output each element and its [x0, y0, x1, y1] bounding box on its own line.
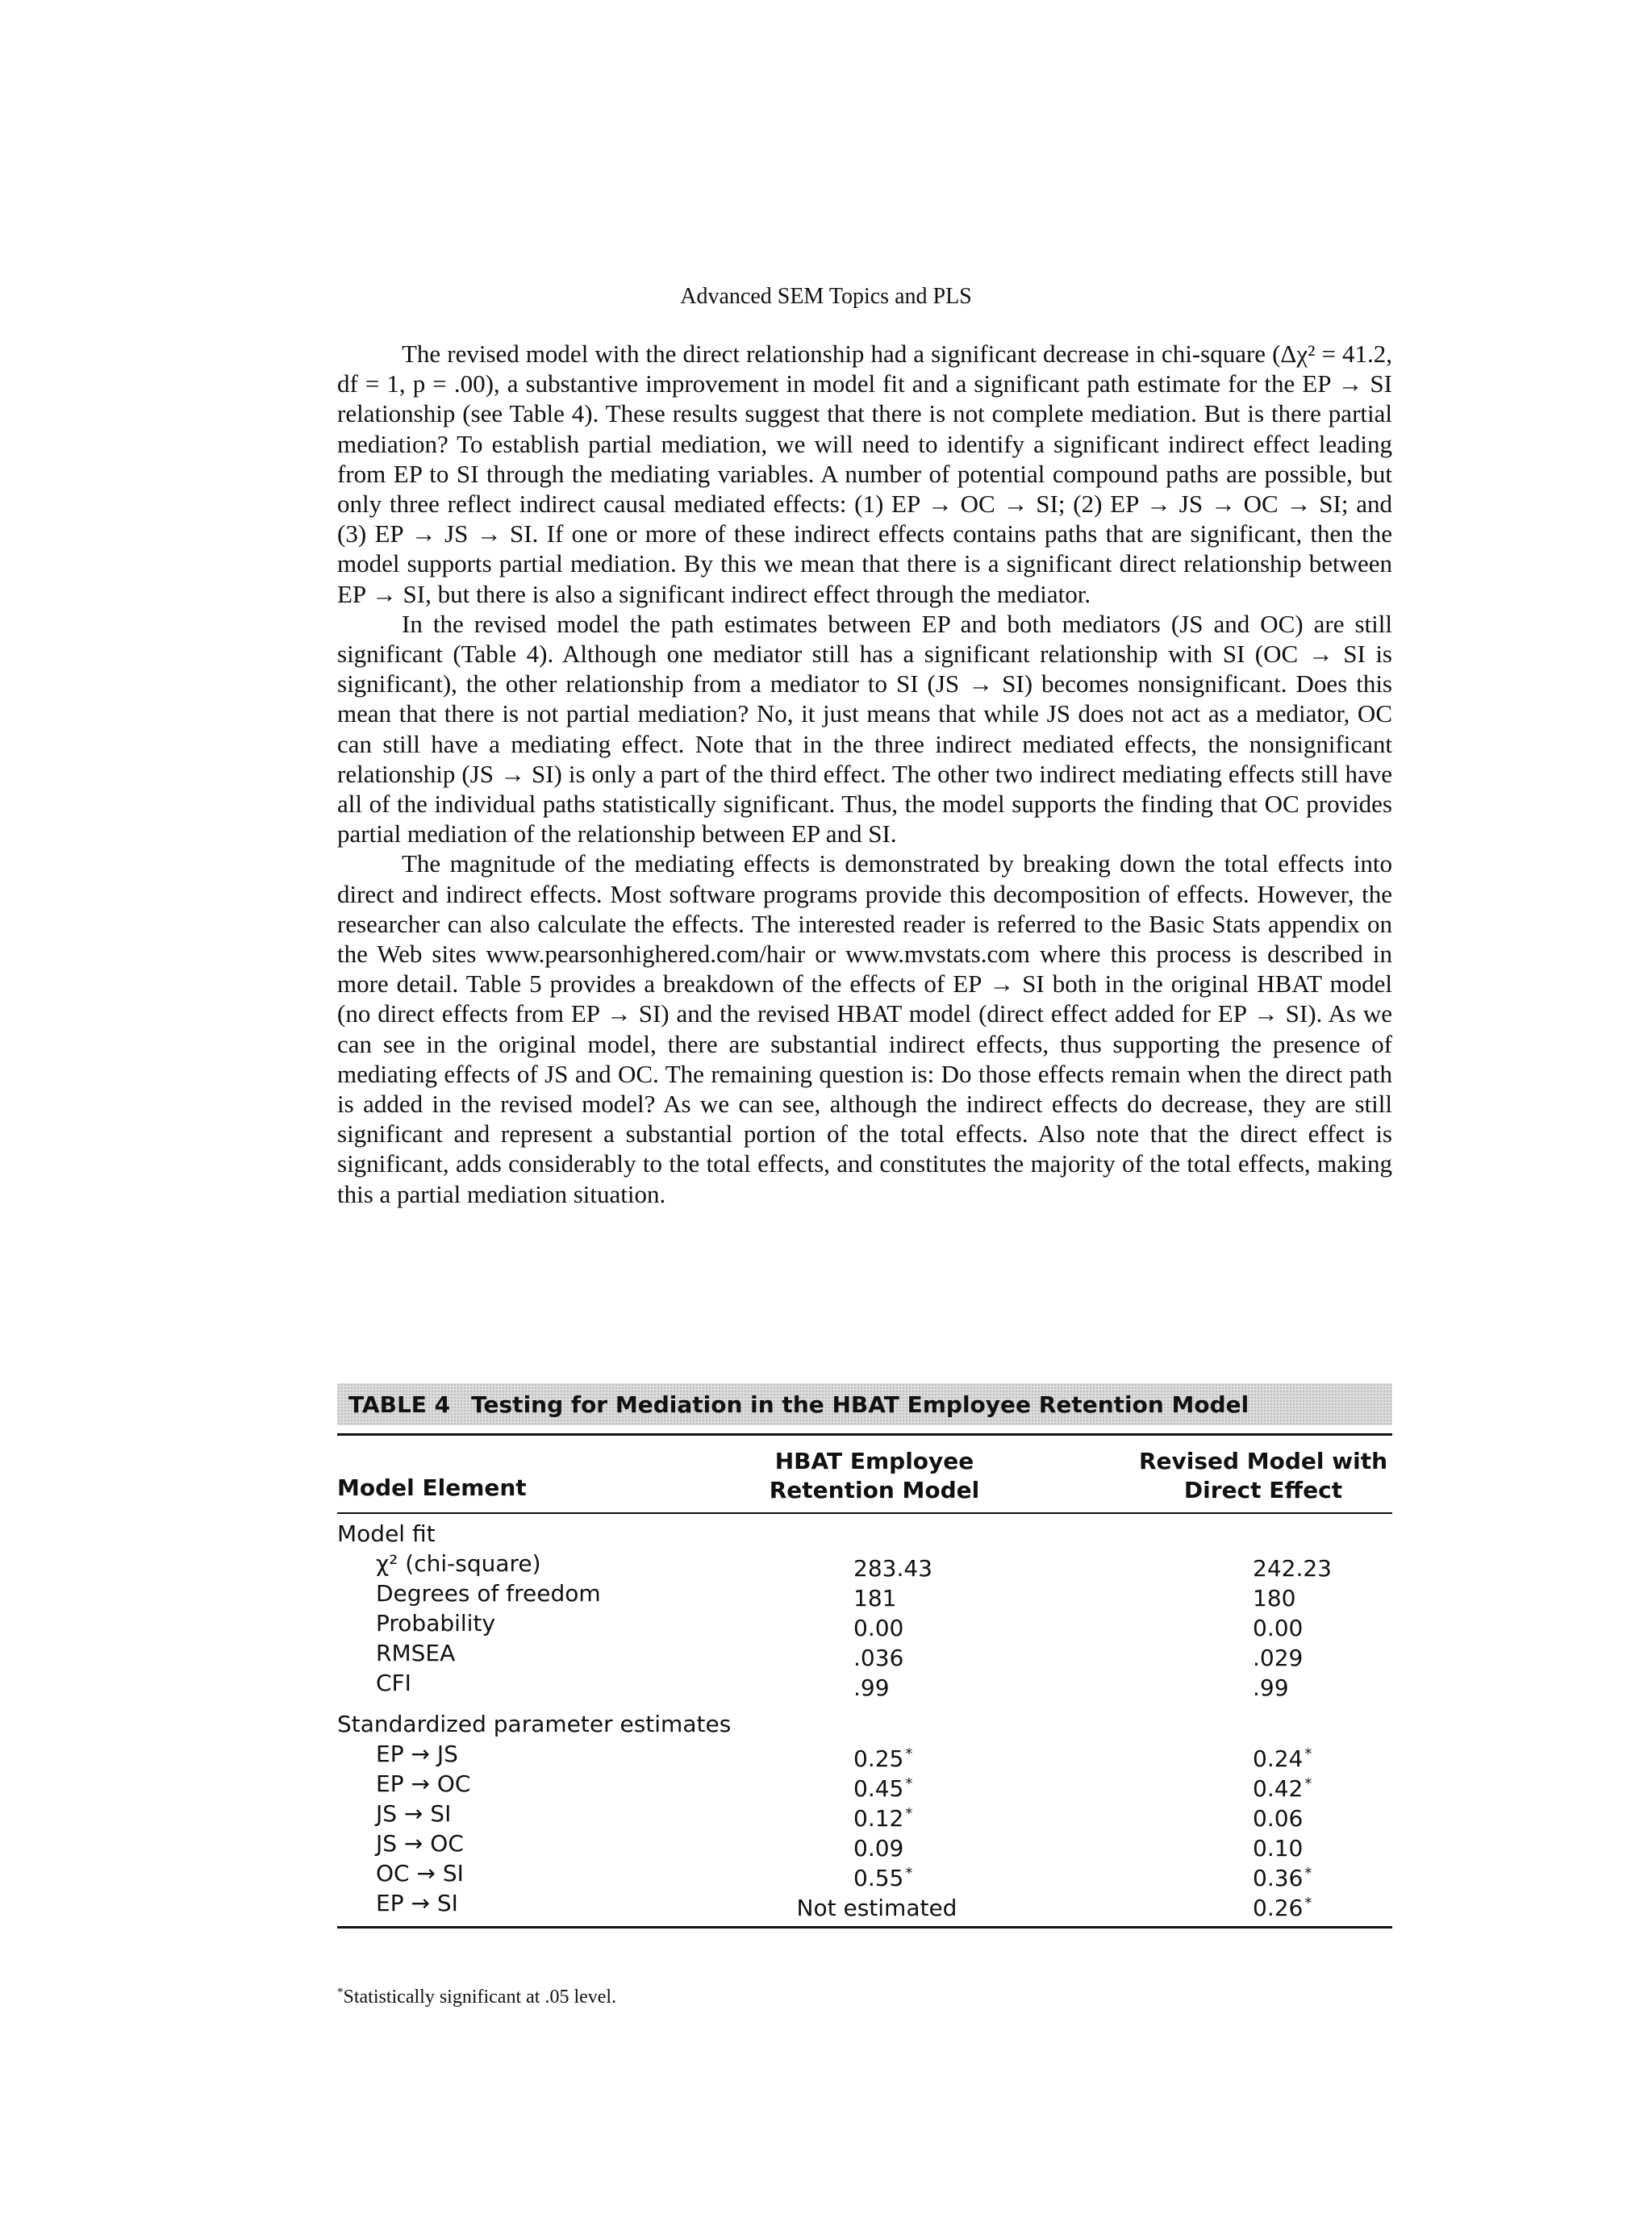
section-label-parameter-estimates: Standardized parameter estimates: [337, 1711, 732, 1737]
running-head: Advanced SEM Topics and PLS: [680, 284, 972, 309]
table-number: TABLE 4: [348, 1391, 451, 1418]
cell-hbat: 283.43: [853, 1555, 932, 1582]
row-label: Probability: [376, 1610, 496, 1637]
cell-hbat: 0.45 *: [853, 1775, 913, 1802]
row-label: EP → SI: [376, 1890, 458, 1916]
row-label: CFI: [376, 1670, 411, 1696]
cell-hbat: 0.09: [853, 1835, 904, 1862]
paragraph-2: In the revised model the path estimates between EP and both mediators (JS and OC) are still significant (Table 4). Although one mediator still has a significant relationship with SI (OC → SI is significant), the other relationship from a mediator to SI (JS → SI) becomes nonsignificant. Does this mean that there is not partial mediation? No, it just means that while JS does not act as a mediator, OC can still have a mediating effect. Note that in the three indirect mediated effects, the nonsignificant relationship (JS → SI) is only a part of the third effect. The other two indirect mediating effects still have all of the individual paths statistically significant. Thus, the model supports the finding that OC provides partial mediation of the relationship between EP and SI.: [337, 609, 1392, 849]
paragraph-1: The revised model with the direct relationship had a significant decrease in chi-square (Δχ² = 41.2, df = 1, p = .00), a substantive improvement in model fit and a significant path estimate for the EP → SI relationship (see Table 4). These results suggest that there is not complete mediation. But is there partial mediation? To establish partial mediation, we will need to identify a significant indirect effect leading from EP to SI through the mediating variables. A number of potential compound paths are possible, but only three reflect indirect causal mediated effects: (1) EP → OC → SI; (2) EP → JS → OC → SI; and (3) EP → JS → SI. If one or more of these indirect effects contains paths that are significant, then the model supports partial mediation. By this we mean that there is a significant direct relationship between EP → SI, but there is also a significant indirect effect through the mediator.: [337, 340, 1392, 608]
table-body: [337, 1514, 1392, 1926]
table-row: [337, 1769, 1392, 1802]
row-label: OC → SI: [376, 1860, 464, 1887]
table-row: [337, 1858, 1392, 1891]
footnote-mark: *: [337, 1986, 344, 1999]
table-caption: Testing for Mediation in the HBAT Employee Retention Model: [471, 1391, 1249, 1418]
row-label: JS → SI: [376, 1800, 452, 1827]
cell-revised: 0.26 *: [1253, 1895, 1312, 1921]
row-label: JS → OC: [376, 1830, 464, 1857]
table-row: [337, 1888, 1392, 1921]
table-row: [337, 1549, 1392, 1582]
table-row: [337, 1739, 1392, 1772]
table-header: [337, 1436, 1392, 1512]
table-row: [337, 1828, 1392, 1862]
table-4: [337, 1383, 1392, 1929]
cell-hbat: 0.25 *: [853, 1745, 913, 1772]
cell-revised: 180: [1253, 1585, 1296, 1612]
header-revised-model: Revised Model with Direct Effect: [1138, 1448, 1388, 1503]
row-label: RMSEA: [376, 1640, 456, 1666]
cell-revised: 0.00: [1253, 1615, 1304, 1641]
row-label: χ² (chi-square): [376, 1550, 541, 1577]
footnote-text: Statistically significant at .05 level.: [343, 1987, 617, 2008]
cell-revised: 0.24 *: [1253, 1745, 1312, 1772]
cell-revised: .029: [1253, 1645, 1304, 1671]
table-bottom-rule: [337, 1926, 1392, 1929]
row-label: EP → OC: [376, 1770, 471, 1797]
cell-hbat: 0.00: [853, 1615, 904, 1641]
cell-revised: 0.36 *: [1253, 1865, 1312, 1891]
table-row: [337, 1638, 1392, 1671]
cell-hbat: 0.12 *: [853, 1805, 913, 1832]
table-row: [337, 1578, 1392, 1612]
cell-revised: 0.06: [1253, 1805, 1304, 1832]
body-text: [337, 339, 1392, 1209]
cell-hbat: .99: [853, 1674, 890, 1701]
cell-revised: 0.42 *: [1253, 1775, 1312, 1802]
table-row: [337, 1608, 1392, 1641]
table-row: [337, 1799, 1392, 1832]
cell-revised: .99: [1253, 1674, 1289, 1701]
cell-revised: 0.10: [1253, 1835, 1304, 1862]
header-hbat-model: HBAT Employee Retention Model: [769, 1448, 980, 1503]
section-label-model-fit: Model fit: [337, 1520, 436, 1547]
cell-revised: 242.23: [1253, 1555, 1332, 1582]
header-model-element: Model Element: [337, 1474, 527, 1501]
cell-hbat: 181: [853, 1585, 897, 1612]
table-title: [337, 1383, 1392, 1425]
cell-hbat: 0.55 *: [853, 1865, 913, 1891]
row-label: Degrees of freedom: [376, 1580, 601, 1607]
paragraph-3: The magnitude of the mediating effects is demonstrated by breaking down the total effects into direct and indirect effects. Most software programs provide this decomposition of effects. However, the researcher can also calculate the effects. The interested reader is referred to the Basic Stats appendix on the Web sites www.pearsonhighered.com/hair or www.mvstats.com where this process is described in more detail. Table 5 provides a breakdown of the effects of EP → SI both in the original HBAT model (no direct effects from EP → SI) and the revised HBAT model (direct effect added for EP → SI). As we can see in the original model, there are substantial indirect effects, thus supporting the presence of mediating effects of JS and OC. The remaining question is: Do those effects remain when the direct path is added in the revised model? As we can see, although the indirect effects do decrease, they are still significant and represent a substantial portion of the total effects. Also note that the direct effect is significant, adds considerably to the total effects, and constitutes the majority of the total effects, making this a partial mediation situation.: [337, 849, 1392, 1208]
cell-hbat: .036: [853, 1645, 904, 1671]
cell-hbat: Not estimated: [796, 1895, 957, 1921]
table-row: [337, 1668, 1392, 1701]
row-label: EP → JS: [376, 1741, 458, 1767]
table-footnote: [337, 1986, 616, 2008]
